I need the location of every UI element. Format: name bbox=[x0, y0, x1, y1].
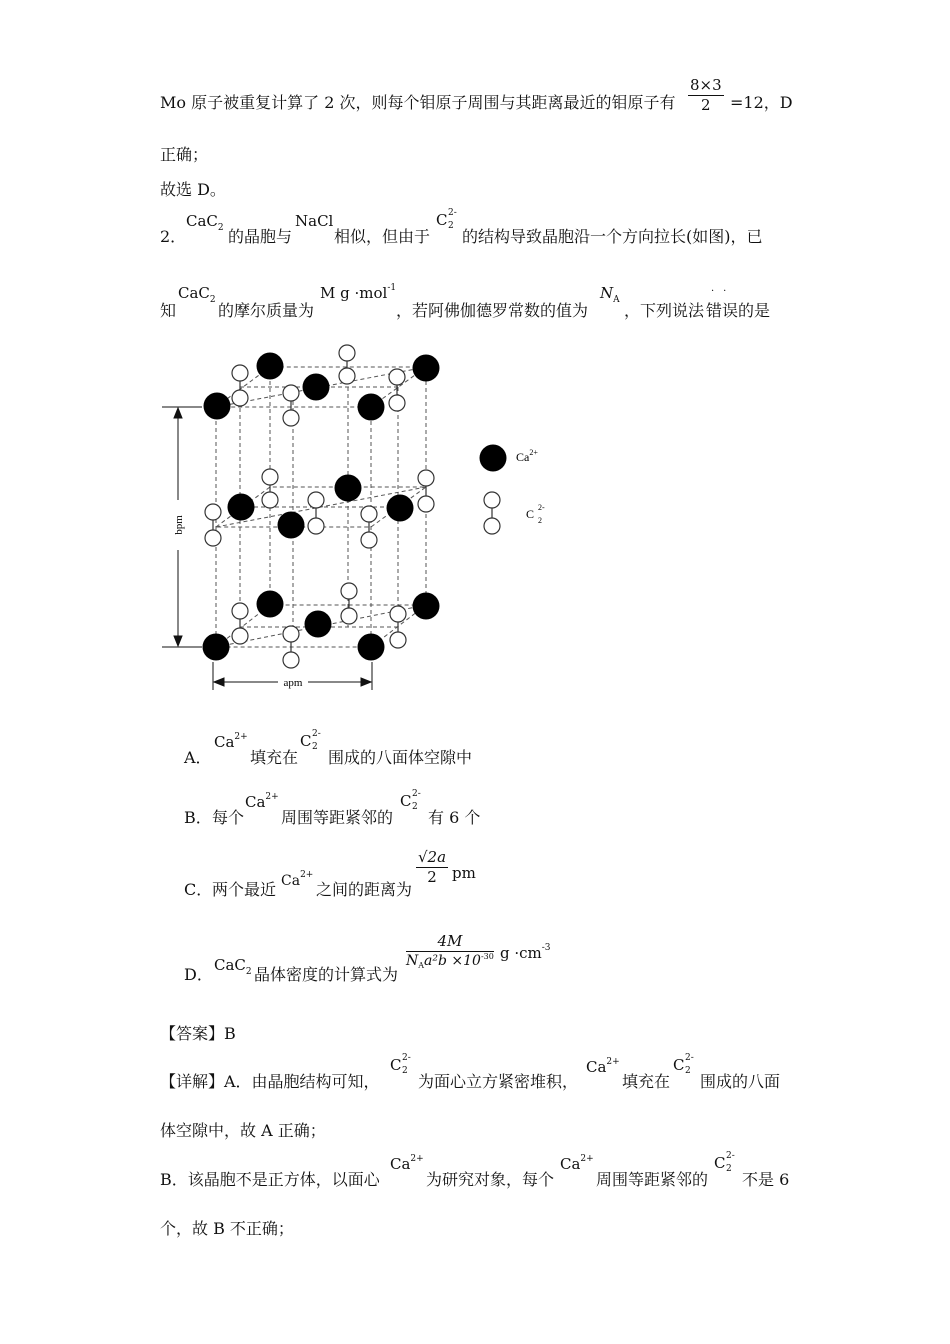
text-fragment: 相似，但由于 bbox=[334, 227, 431, 246]
legend-c2-label: C bbox=[526, 507, 535, 521]
text-fragment: 围成的八面体空隙中 bbox=[328, 748, 473, 767]
crystal-cell-figure bbox=[160, 340, 580, 700]
text-fragment: ，若阿佛伽德罗常数的值为 bbox=[396, 301, 589, 320]
emphasis-dots: ·· bbox=[711, 286, 736, 297]
formula-nacl: NaCl bbox=[295, 212, 334, 230]
ca-ion: $Ca^{2+}$ bbox=[586, 1057, 620, 1076]
unit-density: $g \cdot cm^{-3}$ bbox=[500, 943, 551, 962]
option-a-label: A． bbox=[184, 748, 212, 767]
formula-cac2: CaC$_2$ bbox=[214, 956, 252, 977]
text-line: Mo 原子被重复计算了 2 次，则每个钼原子周围与其距离最近的钼原子有 bbox=[160, 93, 676, 112]
text-fragment: 围成的八面 bbox=[700, 1072, 781, 1091]
text-fragment: 之间的距离为 bbox=[316, 880, 413, 899]
formula-c2-ion: C 2- 2 bbox=[390, 1053, 411, 1076]
formula-c2-ion: C 2- 2 bbox=[300, 729, 321, 752]
text-fragment: 的是 bbox=[738, 301, 771, 320]
text-fragment: 的摩尔质量为 bbox=[218, 301, 315, 320]
text-fragment: 的晶胞与 bbox=[228, 227, 293, 246]
molar-unit: M g ·mol$^{-1}$ bbox=[320, 283, 397, 302]
option-b-label: B． bbox=[184, 808, 212, 827]
text-fragment: 的结构导致晶胞沿一个方向拉长(如图)，已 bbox=[462, 227, 763, 246]
question-number: 2． bbox=[160, 227, 187, 246]
text-fragment: 知 bbox=[160, 301, 177, 320]
text-fragment: 周围等距紧邻的 bbox=[281, 808, 394, 827]
ca-ion: $Ca^{2+}$ bbox=[390, 1154, 424, 1173]
text-fragment: 不是 6 bbox=[742, 1170, 790, 1189]
text-fragment: 为研究对象，每个 bbox=[426, 1170, 555, 1189]
formula-c2-ion: C 2- 2 bbox=[714, 1151, 735, 1174]
legend-c2-charge: 2- bbox=[538, 503, 545, 512]
unit-pm: pm bbox=[452, 864, 476, 882]
text-fragment: 两个最近 bbox=[212, 880, 277, 899]
option-c-label: C． bbox=[184, 880, 213, 899]
answer-label: 【答案】B bbox=[160, 1024, 236, 1043]
ca-ion: $Ca^{2+}$ bbox=[560, 1154, 594, 1173]
fraction-numerator: 8×3 bbox=[690, 76, 722, 94]
b-dimension-label: bpm bbox=[173, 515, 185, 535]
fraction bbox=[688, 76, 724, 115]
text-fragment: 每个 bbox=[212, 808, 245, 827]
avogadro-symbol: $N_A$ bbox=[600, 284, 620, 305]
text-fragment: B．该晶胞不是正方体，以面心 bbox=[160, 1170, 380, 1189]
formula-cac2: CaC$_2$ bbox=[186, 212, 224, 233]
formula-c2-ion: C 2- 2 bbox=[400, 789, 421, 812]
legend-ca-symbol bbox=[480, 445, 507, 472]
option-d-label: D． bbox=[184, 965, 213, 984]
text-fragment: 为面心立方紧密堆积， bbox=[418, 1072, 579, 1091]
text-line: 正确； bbox=[160, 145, 209, 164]
text-line: 故选 D。 bbox=[160, 180, 226, 199]
text-fragment: 有 6 个 bbox=[428, 808, 481, 827]
ca-ion: $Ca^{2+}$ bbox=[214, 732, 248, 751]
text-fragment: 填充在 bbox=[622, 1072, 671, 1091]
legend-c2-subscript: 2 bbox=[538, 516, 542, 525]
text-line: 个，故 B 不正确； bbox=[160, 1219, 294, 1238]
ca-ion: $Ca^{2+}$ bbox=[281, 870, 314, 889]
text-line: =12，D bbox=[730, 93, 793, 112]
distance-fraction: $\frac{√2a}{2}$ bbox=[418, 848, 447, 886]
legend-c2-symbol bbox=[484, 492, 500, 534]
text-fragment: 周围等距紧邻的 bbox=[596, 1170, 709, 1189]
text-fragment: ，下列说法 bbox=[624, 301, 705, 320]
a-dimension-label: apm bbox=[283, 677, 303, 689]
text-fragment: 晶体密度的计算式为 bbox=[254, 965, 399, 984]
formula-c2-ion: C 2- 2 bbox=[673, 1053, 694, 1076]
text-fragment: 填充在 bbox=[250, 748, 299, 767]
fraction-denominator: 2 bbox=[701, 96, 711, 114]
formula-c2-ion: C 2- 2 bbox=[436, 208, 457, 231]
detail-label: 【详解】A．由晶胞结构可知， bbox=[160, 1072, 380, 1091]
formula-cac2: CaC$_2$ bbox=[178, 284, 216, 305]
density-fraction: 4M $N_Aa^2b \times 10^{-30}$ bbox=[406, 932, 494, 970]
ca-ion: $Ca^{2+}$ bbox=[245, 792, 279, 811]
emphasized-text: 错误 bbox=[706, 301, 739, 320]
text-line: 体空隙中，故 A 正确； bbox=[160, 1121, 326, 1140]
legend-ca-label: $Ca^{2+}$ bbox=[516, 448, 538, 464]
